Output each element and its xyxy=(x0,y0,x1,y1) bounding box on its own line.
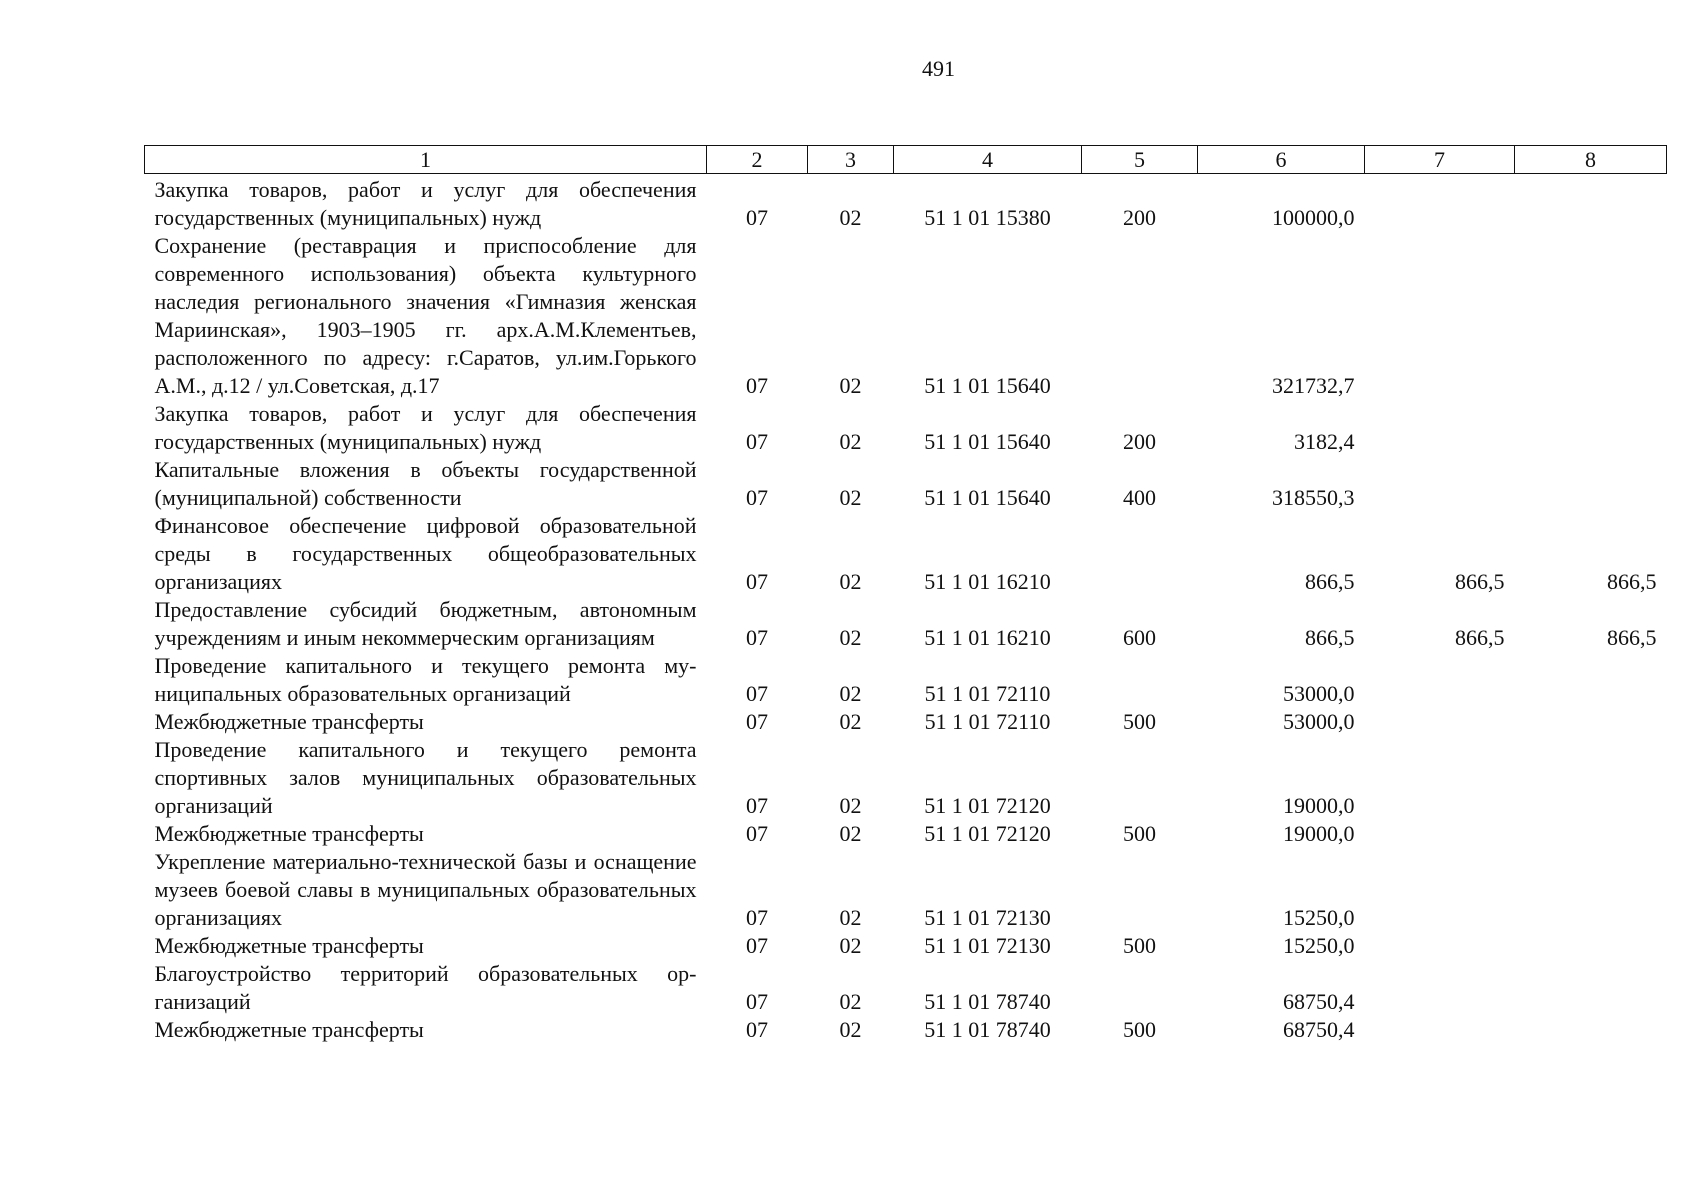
row-expense-type xyxy=(1082,736,1198,820)
row-amount-col6: 53000,0 xyxy=(1283,709,1355,734)
row-name: Благоустройство территорий образовательных организаций xyxy=(154,961,697,1014)
row-name: Сохранение (реставрация и приспособление для современного использования) объекта культурного наследия регионального значения «Гимназия женская Мариинская», 1903–1905 гг. арх.А.М.Клементьев, расположенного по адресу: г.Саратов, ул.им.Горького А.М., д.12 / ул.Советская, д.17 xyxy=(154,233,697,398)
row-target-code: 51 1 01 15640 xyxy=(924,429,1051,454)
row-section: 07 xyxy=(746,1017,768,1042)
row-name: Межбюджетные трансферты xyxy=(154,933,424,958)
row-amount-col8 xyxy=(1515,932,1667,960)
row-amount-col8 xyxy=(1515,736,1667,820)
row-expense-type: 400 xyxy=(1123,485,1156,510)
table-row xyxy=(145,174,1667,233)
row-expense-type xyxy=(1082,652,1198,708)
header-cell-4: 4 xyxy=(894,146,1082,174)
row-name: Закупка товаров, работ и услуг для обеспечения государственных (муниципальных) нужд xyxy=(154,401,697,454)
row-subsection: 02 xyxy=(839,821,862,846)
row-target-code: 51 1 01 16210 xyxy=(924,569,1051,594)
row-section: 07 xyxy=(746,821,768,846)
table-row xyxy=(145,232,1667,400)
row-amount-col7 xyxy=(1365,932,1515,960)
table-row xyxy=(145,960,1667,1016)
row-section: 07 xyxy=(746,793,768,818)
row-amount-col7 xyxy=(1365,400,1515,456)
table-row xyxy=(145,708,1667,736)
row-subsection: 02 xyxy=(839,625,862,650)
table-row xyxy=(145,596,1667,652)
row-amount-col7 xyxy=(1365,652,1515,708)
row-target-code: 51 1 01 16210 xyxy=(924,625,1051,650)
row-subsection: 02 xyxy=(839,793,862,818)
row-name: Финансовое обеспечение цифровой образовательной среды в государственных общеобразовательных организациях xyxy=(154,513,697,594)
row-section: 07 xyxy=(746,569,768,594)
budget-table xyxy=(144,145,1667,1044)
row-amount-col7 xyxy=(1365,820,1515,848)
row-expense-type xyxy=(1082,848,1198,932)
row-amount-col8: 866,5 xyxy=(1607,625,1657,650)
row-expense-type: 600 xyxy=(1123,625,1156,650)
row-amount-col8 xyxy=(1515,456,1667,512)
row-amount-col8: 866,5 xyxy=(1607,569,1657,594)
row-target-code: 51 1 01 72110 xyxy=(924,681,1051,706)
row-amount-col8 xyxy=(1515,652,1667,708)
row-name: Закупка товаров, работ и услуг для обеспечения государственных (муниципальных) нужд xyxy=(154,177,697,230)
row-expense-type xyxy=(1082,512,1198,596)
row-section: 07 xyxy=(746,709,768,734)
row-amount-col8 xyxy=(1515,232,1667,400)
row-name: Межбюджетные трансферты xyxy=(154,709,424,734)
row-subsection: 02 xyxy=(839,905,862,930)
row-section: 07 xyxy=(746,989,768,1014)
row-expense-type xyxy=(1082,960,1198,1016)
row-amount-col6: 15250,0 xyxy=(1283,933,1355,958)
row-subsection: 02 xyxy=(839,709,862,734)
row-amount-col7 xyxy=(1365,708,1515,736)
row-amount-col8 xyxy=(1515,848,1667,932)
row-target-code: 51 1 01 15640 xyxy=(924,485,1051,510)
row-target-code: 51 1 01 78740 xyxy=(924,1017,1051,1042)
header-cell-2: 2 xyxy=(707,146,808,174)
row-expense-type: 200 xyxy=(1123,205,1156,230)
row-amount-col6: 866,5 xyxy=(1305,569,1355,594)
row-subsection: 02 xyxy=(839,681,862,706)
table-row xyxy=(145,400,1667,456)
row-amount-col8 xyxy=(1515,820,1667,848)
row-amount-col7 xyxy=(1365,174,1515,233)
row-amount-col6: 318550,3 xyxy=(1272,485,1355,510)
table-row xyxy=(145,848,1667,932)
row-amount-col6: 866,5 xyxy=(1305,625,1355,650)
table-row xyxy=(145,736,1667,820)
row-subsection: 02 xyxy=(839,989,862,1014)
row-amount-col6: 19000,0 xyxy=(1283,793,1355,818)
row-subsection: 02 xyxy=(839,569,862,594)
table-header xyxy=(145,146,1667,174)
row-name: Укрепление материально-технической базы и оснащение музеев боевой славы в муниципальных образовательных организациях xyxy=(154,849,697,930)
row-amount-col6: 53000,0 xyxy=(1283,681,1355,706)
row-amount-col8 xyxy=(1515,400,1667,456)
row-name: Межбюджетные трансферты xyxy=(154,821,424,846)
table-body xyxy=(145,174,1667,1045)
page-number-text: 491 xyxy=(922,56,955,81)
row-target-code: 51 1 01 15380 xyxy=(924,205,1051,230)
row-amount-col7 xyxy=(1365,960,1515,1016)
row-amount-col8 xyxy=(1515,960,1667,1016)
row-expense-type: 500 xyxy=(1123,933,1156,958)
row-name: Межбюджетные трансферты xyxy=(154,1017,424,1042)
row-section: 07 xyxy=(746,933,768,958)
row-amount-col6: 100000,0 xyxy=(1272,205,1355,230)
row-target-code: 51 1 01 72130 xyxy=(924,933,1051,958)
row-section: 07 xyxy=(746,625,768,650)
row-subsection: 02 xyxy=(839,429,862,454)
header-cell-7: 7 xyxy=(1365,146,1515,174)
table-row xyxy=(145,820,1667,848)
header-cell-8: 8 xyxy=(1515,146,1667,174)
row-section: 07 xyxy=(746,373,768,398)
row-amount-col7 xyxy=(1365,1016,1515,1044)
row-target-code: 51 1 01 15640 xyxy=(924,373,1051,398)
row-amount-col6: 19000,0 xyxy=(1283,821,1355,846)
row-section: 07 xyxy=(746,681,768,706)
row-target-code: 51 1 01 72130 xyxy=(924,905,1051,930)
row-subsection: 02 xyxy=(839,205,862,230)
row-name: Предоставление субсидий бюджетным, автономным учреждениям и иным некоммерческим организациям xyxy=(154,597,697,650)
row-amount-col7 xyxy=(1365,736,1515,820)
row-target-code: 51 1 01 72120 xyxy=(924,821,1051,846)
row-amount-col8 xyxy=(1515,1016,1667,1044)
row-section: 07 xyxy=(746,429,768,454)
header-cell-6: 6 xyxy=(1198,146,1365,174)
row-amount-col7 xyxy=(1365,232,1515,400)
row-amount-col6: 3182,4 xyxy=(1294,429,1355,454)
row-amount-col7 xyxy=(1365,848,1515,932)
row-name: Проведение капитального и текущего ремонта муниципальных образовательных организаций xyxy=(154,653,697,706)
row-amount-col8 xyxy=(1515,174,1667,233)
row-amount-col6: 68750,4 xyxy=(1283,1017,1355,1042)
row-subsection: 02 xyxy=(839,485,862,510)
row-expense-type: 500 xyxy=(1123,821,1156,846)
row-name: Проведение капитального и текущего ремонта спортивных залов муниципальных образовательных организаций xyxy=(154,737,697,818)
page-number xyxy=(0,56,1697,82)
row-amount-col7 xyxy=(1365,456,1515,512)
table-row xyxy=(145,456,1667,512)
row-amount-col7: 866,5 xyxy=(1455,625,1505,650)
header-row xyxy=(145,146,1667,174)
row-amount-col6: 15250,0 xyxy=(1283,905,1355,930)
table-row xyxy=(145,652,1667,708)
row-amount-col6: 321732,7 xyxy=(1272,373,1355,398)
row-target-code: 51 1 01 72110 xyxy=(924,709,1051,734)
table-row xyxy=(145,1016,1667,1044)
row-amount-col8 xyxy=(1515,708,1667,736)
row-expense-type: 500 xyxy=(1123,1017,1156,1042)
row-subsection: 02 xyxy=(839,933,862,958)
row-section: 07 xyxy=(746,485,768,510)
row-amount-col6: 68750,4 xyxy=(1283,989,1355,1014)
row-amount-col7: 866,5 xyxy=(1455,569,1505,594)
row-subsection: 02 xyxy=(839,373,862,398)
row-name: Капитальные вложения в объекты государственной (муниципальной) собственности xyxy=(154,457,697,510)
row-expense-type: 200 xyxy=(1123,429,1156,454)
row-subsection: 02 xyxy=(839,1017,862,1042)
table-row xyxy=(145,932,1667,960)
row-section: 07 xyxy=(746,905,768,930)
header-cell-5: 5 xyxy=(1082,146,1198,174)
header-cell-1: 1 xyxy=(145,146,707,174)
header-cell-3: 3 xyxy=(808,146,894,174)
row-target-code: 51 1 01 78740 xyxy=(924,989,1051,1014)
row-section: 07 xyxy=(746,205,768,230)
row-expense-type: 500 xyxy=(1123,709,1156,734)
row-expense-type xyxy=(1082,232,1198,400)
row-target-code: 51 1 01 72120 xyxy=(924,793,1051,818)
table-row xyxy=(145,512,1667,596)
